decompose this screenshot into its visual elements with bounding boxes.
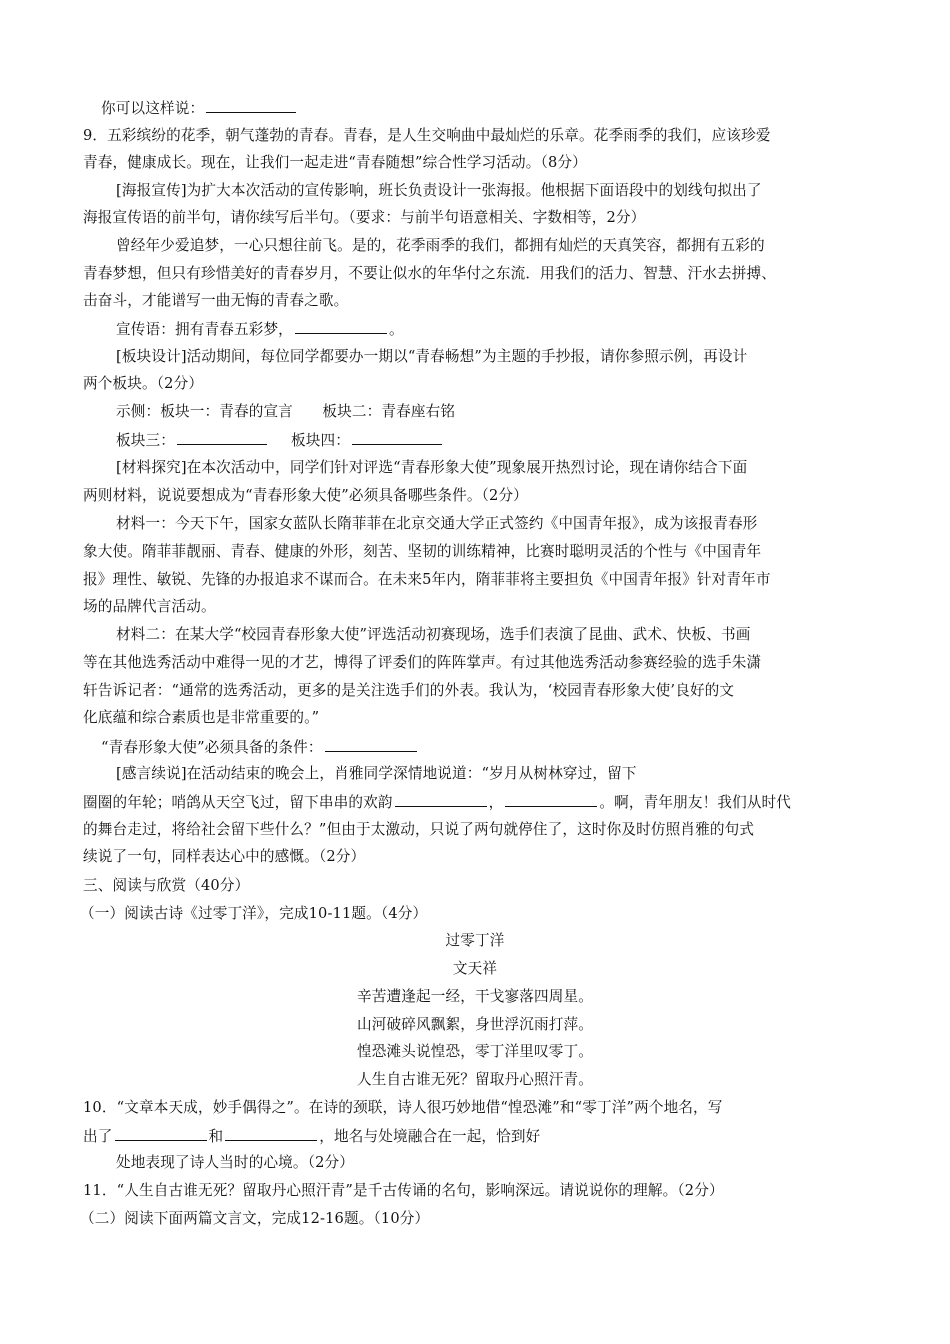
material-two-line3: 轩告诉记者：“通常的选秀活动，更多的是关注选手们的外表。我认为，‘校园青春形象大使’良好的文: [83, 682, 735, 699]
material-two-line4: 化底蕴和综合素质也是非常重要的。”: [83, 709, 320, 726]
material-one-line3: 报》理性、敏锐、先锋的办报追求不谋而合。在未来5年内，隋菲菲将主要担负《中国青年报》针对青年市: [83, 571, 771, 588]
poem-line-3: 惶恐滩头说惶恐，零丁洋里叹零丁。: [357, 1043, 593, 1060]
poster-task-line1: [海报宣传]为扩大本次活动的宣传影响，班长负责设计一张海报。他根据下面语段中的划线句拟出了: [116, 182, 762, 199]
sections-blank-line: 板块三： 板块四：: [116, 430, 906, 451]
answer-blank[interactable]: [206, 98, 296, 113]
section-three-blank[interactable]: [177, 430, 267, 445]
speech-blank-2[interactable]: [505, 792, 597, 807]
section-design-line1: [板块设计]活动期间，每位同学都要办一期以“青春畅想”为主题的手抄报，请你参照示例，再设计: [116, 348, 748, 365]
question-10-line2: 出了 和 ，地名与处境融合在一起，恰到好: [83, 1128, 541, 1145]
material-two-line1: 材料二：在某大学“校园青春形象大使”评选活动初赛现场，选手们表演了昆曲、武术、快板、书画: [116, 626, 751, 643]
material-one-line2: 象大使。隋菲菲靓丽、青春、健康的外形，刻苦、坚韧的训练精神，比赛时聪明灵活的个性与《中国青年: [83, 543, 762, 560]
answer-prompt-line: 你可以这样说：: [101, 98, 891, 119]
conditions-line: “青春形象大使”必须具备的条件：: [101, 737, 891, 758]
poem-line-2: 山河破碎风飘絮，身世浮沉雨打萍。: [357, 1016, 593, 1033]
speech-blank-1[interactable]: [395, 792, 487, 807]
question-10-line3: 处地表现了诗人当时的心境。（2分）: [116, 1154, 355, 1171]
poster-task-line2: 海报宣传语的前半句，请你续写后半句。（要求：与前半句语意相关、字数相等，2分）: [83, 209, 646, 226]
question-10-line1: 10．“文章本天成，妙手偶得之”。在诗的颈联，诗人很巧妙地借“惶恐滩”和“零丁洋”两个地名，写: [83, 1099, 723, 1116]
speech-task-line3: 的舞台走过，将给社会留下些什么？”但由于太激动，只说了两句就停住了，这时你及时仿照肖雅的句式: [83, 821, 755, 838]
question-11: 11．“人生自古谁无死？留取丹心照汗青”是千古传诵的名句，影响深远。请说说你的理解。（2分）: [83, 1182, 724, 1199]
material-task-line1: [材料探究]在本次活动中，同学们针对评选“青春形象大使”现象展开热烈讨论，现在请你结合下面: [116, 459, 748, 476]
passage-line3: 击奋斗，才能谱写一曲无悔的青春之歌。: [83, 292, 349, 309]
conditions-blank[interactable]: [325, 737, 417, 752]
material-one-line1: 材料一：今天下午，国家女蓝队长隋菲菲在北京交通大学正式签约《中国青年报》，成为该报青春形: [116, 515, 758, 532]
speech-task-line1: [感言续说]在活动结束的晚会上，肖雅同学深情地说道：“岁月从树林穿过，留下: [116, 765, 637, 782]
section-design-line2: 两个板块。（2分）: [83, 375, 204, 392]
slogan-line: 宣传语：拥有青春五彩梦， 。: [116, 321, 404, 338]
poem-line-4: 人生自古谁无死？留取丹心照汗青。: [357, 1071, 593, 1088]
passage-line2: 青春梦想，但只有珍惜美好的青春岁月，不要让似水的年华付之东流．用我们的活力、智慧、汗水去拼搏、: [83, 265, 776, 282]
question-9-line1: 9．五彩缤纷的花季，朝气蓬勃的青春。青春，是人生交响曲中最灿烂的乐章。花季雨季的我们，应该珍爱: [83, 127, 771, 144]
question-9-line2: 青春，健康成长。现在，让我们一起走进“青春随想”综合性学习活动。（8分）: [83, 154, 587, 171]
place-meaning-blank-1[interactable]: [115, 1126, 207, 1141]
speech-task-line2: 圈圈的年轮；哨鸽从天空飞过，留下串串的欢韵 ， 。啊，青年朋友！我们从时代: [83, 794, 792, 811]
material-one-line4: 场的品牌代言活动。: [83, 598, 216, 615]
speech-task-line4: 续说了一句，同样表达心中的感慨。（2分）: [83, 848, 366, 865]
passage-line1: 曾经年少爱追梦，一心只想往前飞。是的，花季雨季的我们，都拥有灿烂的天真笑容，都拥有五彩的: [116, 237, 765, 254]
poem-line-1: 辛苦遭逢起一经，干戈寥落四周星。: [357, 988, 593, 1005]
poem-title: 过零丁洋: [445, 932, 505, 949]
classical-reading-heading: （二）阅读下面两篇文言文，完成12-16题。（10分）: [80, 1210, 430, 1227]
poem-author: 文天祥: [452, 960, 498, 977]
slogan-blank[interactable]: [295, 319, 387, 334]
poem-question-heading: （一）阅读古诗《过零丁洋》，完成10-11题。（4分）: [80, 905, 428, 922]
place-meaning-blank-2[interactable]: [225, 1126, 317, 1141]
material-task-line2: 两则材料，说说要想成为“青春形象大使”必须具备哪些条件。（2分）: [83, 487, 528, 504]
section-four-blank[interactable]: [352, 430, 442, 445]
example-line: 示侧：板块一：青春的宣言 板块二：青春座右铭: [116, 403, 456, 420]
material-two-line2: 等在其他选秀活动中难得一见的才艺，博得了评委们的阵阵掌声。有过其他选秀活动参赛经验的选手朱潇: [83, 654, 762, 671]
section-three-heading: 三、阅读与欣赏（40分）: [83, 877, 250, 894]
